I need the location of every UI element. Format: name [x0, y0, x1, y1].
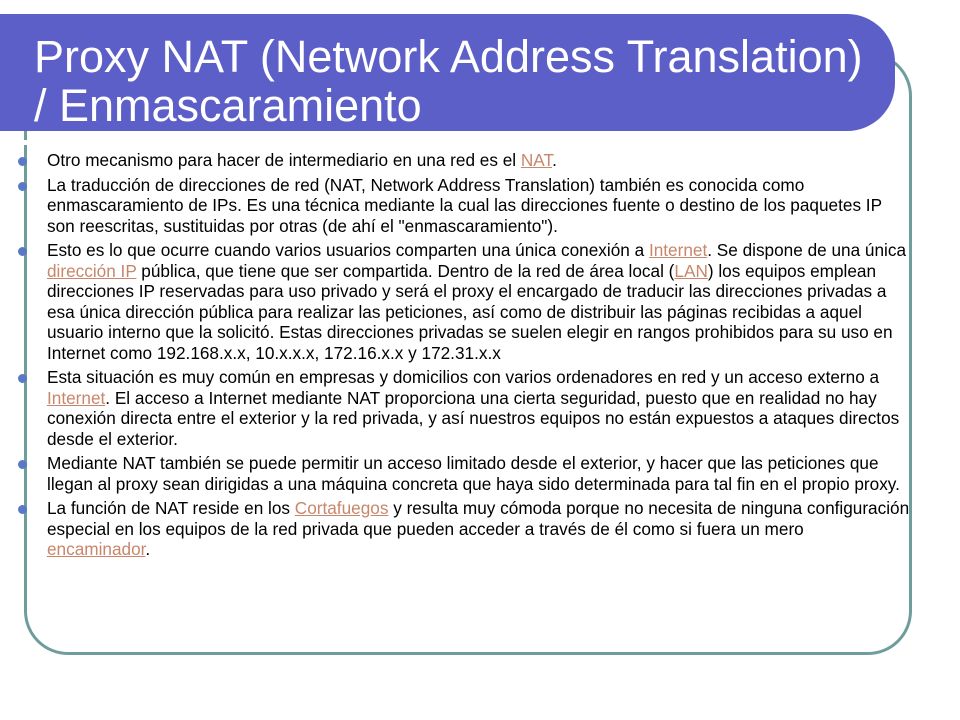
bullet-list — [18, 150, 910, 564]
bullet-text: . Se dispone de una única — [707, 240, 906, 260]
title-banner — [0, 14, 895, 131]
bullet-text: y resulta muy cómoda porque no necesita de ninguna configuración especial en los equipos de la red privada que pueden acceder a través de él como si fuera un mero — [47, 498, 910, 539]
inline-link[interactable]: Internet — [47, 387, 106, 408]
bullet-dot-icon — [18, 460, 27, 469]
bullet-dot-icon — [18, 374, 27, 383]
bullet-item — [18, 175, 910, 237]
bullet-item — [18, 367, 910, 449]
inline-link[interactable]: NAT — [520, 150, 553, 170]
inline-link[interactable]: Internet — [648, 240, 708, 260]
bullet-dot-icon — [18, 505, 27, 514]
bullet-text: La traducción de direcciones de red (NAT, Network Address Translation) también es conocida como enmascaramiento de IPs. Es una técnica mediante la cual las direcciones fuente o destino de los paquetes IP son reescritas, sustituidas por otras (de ahí el "enmascaramiento"). — [47, 174, 882, 236]
bullet-text: Esto es lo que ocurre cuando varios usuarios comparten una única conexión a — [47, 240, 649, 260]
bullet-text: ) los equipos emplean direcciones IP reservadas para uso privado y será el proxy el encargado de traducir las direcciones privadas a esa única dirección pública para realizar las peticiones, así como de distribuir las páginas recibidas a aquel usuario interno que la solicitó. Estas direcciones privadas se suelen elegir en rangos prohibidos para su uso en Internet como 192.168.x.x, 10.x.x.x, 172.16.x.x y 172.31.x.x — [47, 260, 893, 363]
inline-link[interactable]: Cortafuegos — [294, 498, 389, 518]
bullet-item — [18, 498, 910, 560]
inline-link[interactable]: dirección IP — [47, 260, 137, 281]
title-underline — [0, 140, 848, 145]
bullet-item — [18, 240, 910, 363]
bullet-text: . — [552, 150, 557, 170]
bullet-text: Esta situación es muy común en empresas y domicilios con varios ordenadores en red y un acceso externo a — [47, 367, 880, 387]
slide-title: Proxy NAT (Network Address Translation) / Enmascaramiento — [34, 31, 863, 131]
bullet-dot-icon — [18, 182, 27, 191]
bullet-dot-icon — [18, 157, 27, 166]
bullet-text: Mediante NAT también se puede permitir un acceso limitado desde el exterior, y hacer que las peticiones que llegan al proxy sean dirigidas a una máquina concreta que haya sido determinada para tal fin en el propio proxy. — [47, 453, 900, 494]
bullet-text: pública, que tiene que ser compartida. Dentro de la red de área local ( — [136, 260, 675, 281]
bullet-text: . El acceso a Internet mediante NAT proporciona una cierta seguridad, puesto que en realidad no hay conexión directa entre el exterior y la red privada, y así nuestros equipos no están expuestos a ataques directos desde el exterior. — [47, 387, 900, 449]
bullet-text: La función de NAT reside en los — [47, 498, 295, 518]
bullet-dot-icon — [18, 247, 27, 256]
inline-link[interactable]: LAN — [674, 260, 708, 281]
inline-link[interactable]: encaminador — [47, 539, 146, 559]
bullet-item — [18, 150, 910, 171]
bullet-text: . — [145, 539, 151, 559]
bullet-item — [18, 453, 910, 494]
bullet-text: Otro mecanismo para hacer de intermediario en una red es el — [47, 150, 521, 170]
